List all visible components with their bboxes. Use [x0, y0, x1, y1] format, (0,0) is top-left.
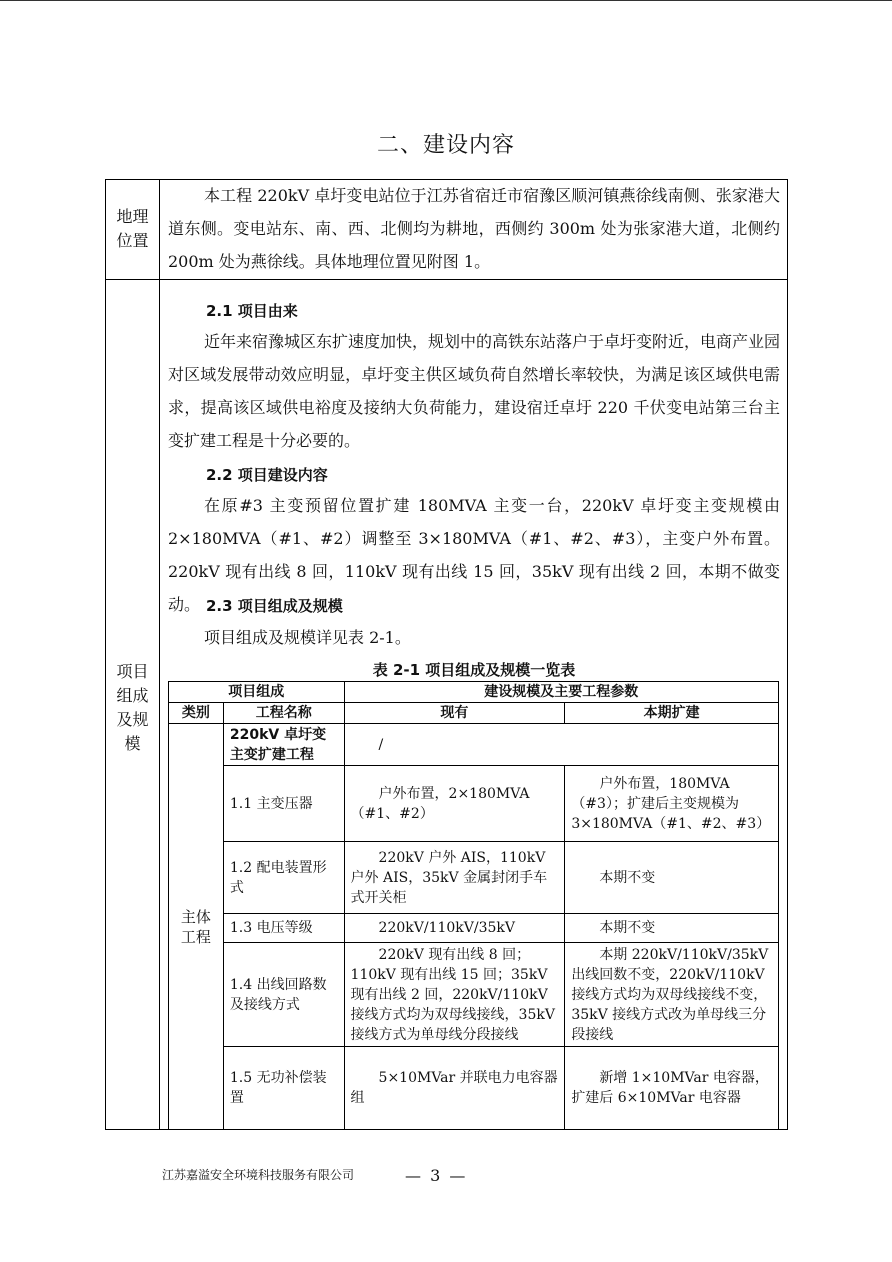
table-row — [169, 766, 779, 842]
section-title: 二、建设内容 — [376, 133, 515, 158]
row-expansion-cell: 本期 220kV/110kV/35kV 出线回数不变，220kV/110kV 接线方式均为双母线接线不变，35kV 接线方式改为单母线三分段接线 — [565, 943, 779, 1047]
footer-company: 江苏嘉溢安全环境科技服务有限公司 — [162, 1168, 355, 1182]
row-current-cell: 220kV/110kV/35kV — [344, 914, 565, 943]
table-row — [169, 1047, 779, 1130]
row-name-cell: 1.3 电压等级 — [223, 914, 344, 943]
row-expansion-cell: 新增 1×10MVar 电容器，扩建后 6×10MVar 电容器 — [565, 1047, 779, 1130]
table-row — [169, 943, 779, 1047]
row-current-cell: 5×10MVar 并联电力电容器组 — [344, 1047, 565, 1130]
location-row — [106, 180, 787, 280]
row-current-cell: 户外布置，2×180MVA（#1、#2） — [344, 766, 565, 842]
section-2-1-text: 近年来宿豫城区东扩速度加快，规划中的高铁东站落户于卓圩变附近，电商产业园对区域发展带动效应明显，卓圩变主供区域负荷自然增长率较快，为满足该区域供电需求，提高该区域供电裕度及接纳大负荷能力，建设宿迁卓圩 220 千伏变电站第三台主变扩建工程是十分必要的。 — [168, 332, 781, 450]
category-cell: 主体 工程 — [169, 724, 224, 1130]
row-expansion-cell: 户外布置，180MVA（#3）；扩建后主变规模为 3×180MVA（#1、#2、#3） — [565, 766, 779, 842]
group-name-cell: 220kV 卓圩变主变扩建工程 — [223, 724, 344, 766]
page-number: — 3 — — [405, 1166, 468, 1185]
project-label: 项目 组成 及规 模 — [116, 662, 149, 753]
header-project-composition: 项目组成 — [169, 682, 345, 703]
section-2-2-text: 在原#3 主变预留位置扩建 180MVA 主变一台，220kV 卓圩变主变规模由 2×180MVA（#1、#2）调整至 3×180MVA（#1、#2、#3），主变户外布置。220kV 现有出线 8 回，110kV 现有出线 15 回，35kV 现有出线 2 回，本期不做变动。 — [168, 496, 780, 614]
table-caption: 表 2-1 项目组成及规模一览表 — [372, 661, 576, 679]
group-value-cell: / — [344, 724, 778, 766]
table-row — [169, 842, 779, 914]
table-row — [169, 724, 779, 766]
content-table — [105, 179, 788, 1130]
row-name-cell: 1.5 无功补偿装置 — [223, 1047, 344, 1130]
row-current-cell: 220kV 现有出线 8 回；110kV 现有出线 15 回；35kV 现有出线 2 回，220kV/110kV 接线方式均为双母线接线，35kV 接线方式为单母线分段接线 — [344, 943, 565, 1047]
table-header-row-2 — [169, 703, 779, 724]
section-2-3-text: 项目组成及规模详见表 2-1。 — [204, 628, 411, 647]
row-name-cell: 1.4 出线回路数及接线方式 — [223, 943, 344, 1047]
location-label: 地理 位置 — [116, 207, 149, 250]
row-current-cell: 220kV 户外 AIS，110kV 户外 AIS，35kV 金属封闭手车式开关柜 — [344, 842, 565, 914]
table-header-row-1 — [169, 682, 779, 703]
header-project-name: 工程名称 — [223, 703, 344, 724]
row-expansion-cell: 本期不变 — [565, 914, 779, 943]
row-name-cell: 1.2 配电装置形式 — [223, 842, 344, 914]
row-name-cell: 1.1 主变压器 — [223, 766, 344, 842]
header-current: 现有 — [344, 703, 565, 724]
section-2-3-heading: 2.3 项目组成及规模 — [206, 597, 343, 615]
label-column-divider — [159, 180, 160, 1129]
header-expansion: 本期扩建 — [565, 703, 779, 724]
project-scale-table — [168, 681, 779, 1130]
location-text: 本工程 220kV 卓圩变电站位于江苏省宿迁市宿豫区顺河镇燕徐线南侧、张家港大道东侧。变电站东、南、西、北侧均为耕地，西侧约 300m 处为张家港大道，北侧约 200m 处为燕徐线。具体地理位置见附图 1。 — [168, 186, 780, 271]
header-category: 类别 — [169, 703, 224, 724]
row-expansion-cell: 本期不变 — [565, 842, 779, 914]
section-2-1-heading: 2.1 项目由来 — [206, 302, 298, 320]
table-row — [169, 914, 779, 943]
header-construction-parameters: 建设规模及主要工程参数 — [344, 682, 778, 703]
top-border-line — [0, 0, 892, 1]
section-2-2-heading: 2.2 项目建设内容 — [206, 466, 328, 484]
